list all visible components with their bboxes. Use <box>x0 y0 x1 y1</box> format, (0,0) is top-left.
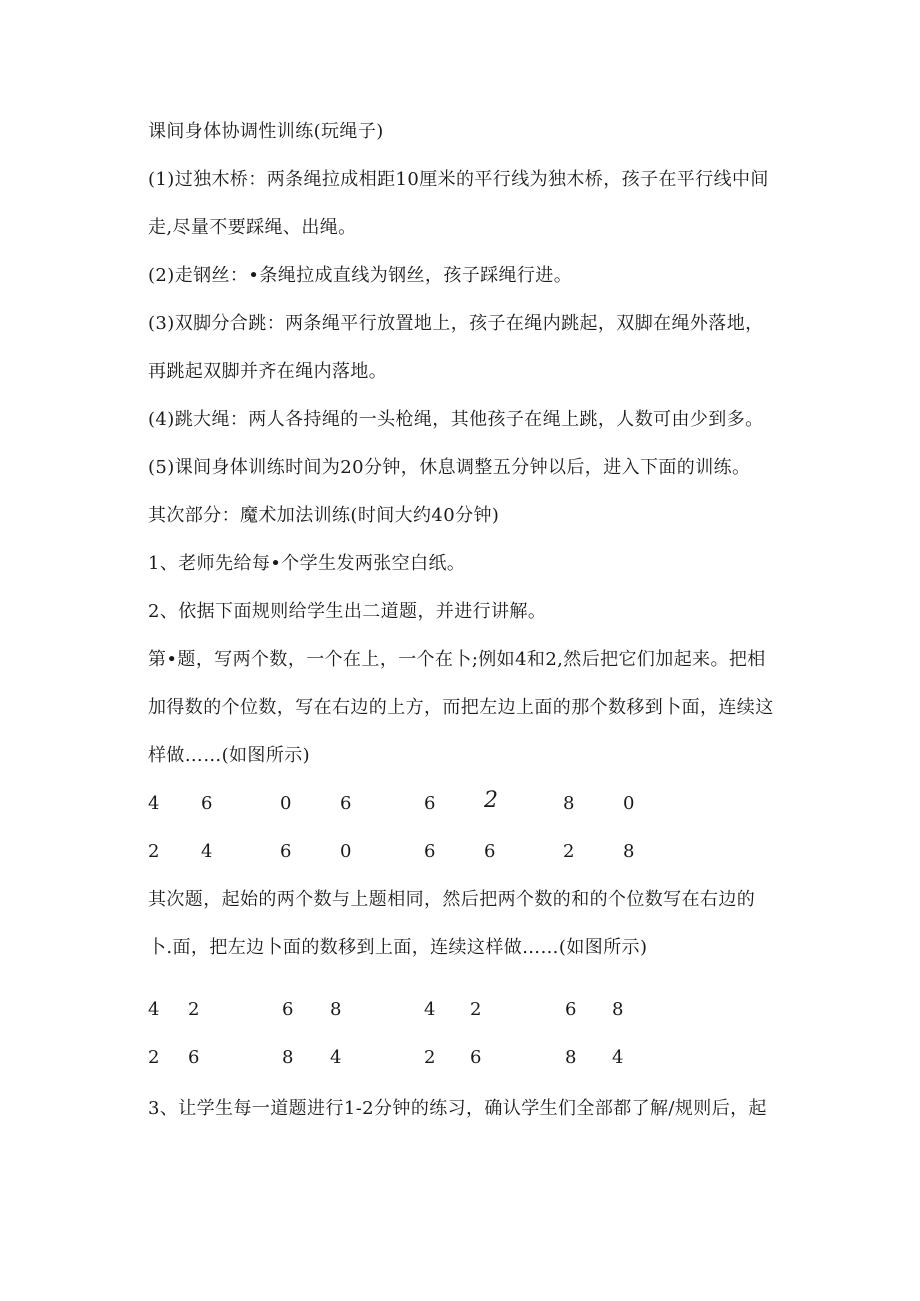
table-cell: 2 <box>188 999 200 1020</box>
paragraph-line: 2、依据下面规则给学生出二道题，并进行讲解。 <box>148 601 547 622</box>
table-cell: 6 <box>424 841 436 862</box>
table-cell: 4 <box>330 1047 342 1068</box>
table-cell: 8 <box>282 1047 294 1068</box>
table-cell: 4 <box>148 793 160 814</box>
table-cell: 0 <box>280 793 292 814</box>
table-cell: 4 <box>201 841 213 862</box>
table-cell: 8 <box>330 999 342 1020</box>
table-cell: 6 <box>282 999 294 1020</box>
table-cell: 8 <box>565 1047 577 1068</box>
table-cell: 6 <box>484 841 496 862</box>
table-cell: 2 <box>424 1047 436 1068</box>
table-cell: 2 <box>148 841 160 862</box>
table-cell: 6 <box>470 1047 482 1068</box>
table-cell: 6 <box>188 1047 200 1068</box>
table-cell: 6 <box>340 793 352 814</box>
paragraph-line: (1)过独木桥：两条绳拉成相距10厘米的平行线为独木桥，孩子在平行线中间 <box>148 169 769 190</box>
paragraph-line: 卜.面，把左边卜面的数移到上面，连续这样做……(如图所示) <box>148 937 648 958</box>
table-cell: 6 <box>424 793 436 814</box>
table-cell: 8 <box>612 999 624 1020</box>
table-cell: 4 <box>148 999 160 1020</box>
paragraph-line: (2)走钢丝：•条绳拉成直线为钢丝，孩子踩绳行进。 <box>148 265 573 286</box>
table-cell: 8 <box>563 793 575 814</box>
table-cell: 0 <box>623 793 635 814</box>
table-cell: 6 <box>201 793 213 814</box>
table-cell: 8 <box>623 841 635 862</box>
paragraph-line: 样做……(如图所示) <box>148 745 311 766</box>
table-cell: 4 <box>424 999 436 1020</box>
table-cell: 6 <box>280 841 292 862</box>
table-cell: 2 <box>470 999 482 1020</box>
table-cell: 6 <box>565 999 577 1020</box>
table-cell: 0 <box>340 841 352 862</box>
table-cell: 2 <box>563 841 575 862</box>
table-cell: 4 <box>612 1047 624 1068</box>
paragraph-line: 3、让学生每一道题进行1-2分钟的练习，确认学生们全部都了解/规则后，起 <box>148 1098 767 1119</box>
paragraph-line: 第•题，写两个数，一个在上，一个在卜;例如4和2,然后把它们加起来。把相 <box>148 649 766 670</box>
paragraph-line: 加得数的个位数，写在右边的上方，而把左边上面的那个数移到卜面，连续这 <box>148 697 774 718</box>
paragraph-line: (4)跳大绳：两人各持绳的一头枪绳，其他孩子在绳上跳，人数可由少到多。 <box>148 409 764 430</box>
table-cell: 2 <box>148 1047 160 1068</box>
paragraph-line: (5)课间身体训练时间为20分钟，休息调整五分钟以后，进入下面的训练。 <box>148 457 751 478</box>
paragraph-line: 其次题，起始的两个数与上题相同，然后把两个数的和的个位数写在右边的 <box>148 889 756 910</box>
paragraph-line: 1、老师先给每•个学生发两张空白纸。 <box>148 553 466 574</box>
section-heading: 其次部分：魔术加法训练(时间大约40分钟) <box>148 505 500 526</box>
document-title: 课间身体协调性训练(玩绳子) <box>148 121 384 142</box>
table-cell: 2 <box>484 788 498 813</box>
paragraph-line: 再跳起双脚并齐在绳内落地。 <box>148 361 388 382</box>
paragraph-line: (3)双脚分合跳：两条绳平行放置地上，孩子在绳内跳起，双脚在绳外落地， <box>148 313 764 334</box>
paragraph-line: 走,尽量不要踩绳、出绳。 <box>148 217 357 238</box>
